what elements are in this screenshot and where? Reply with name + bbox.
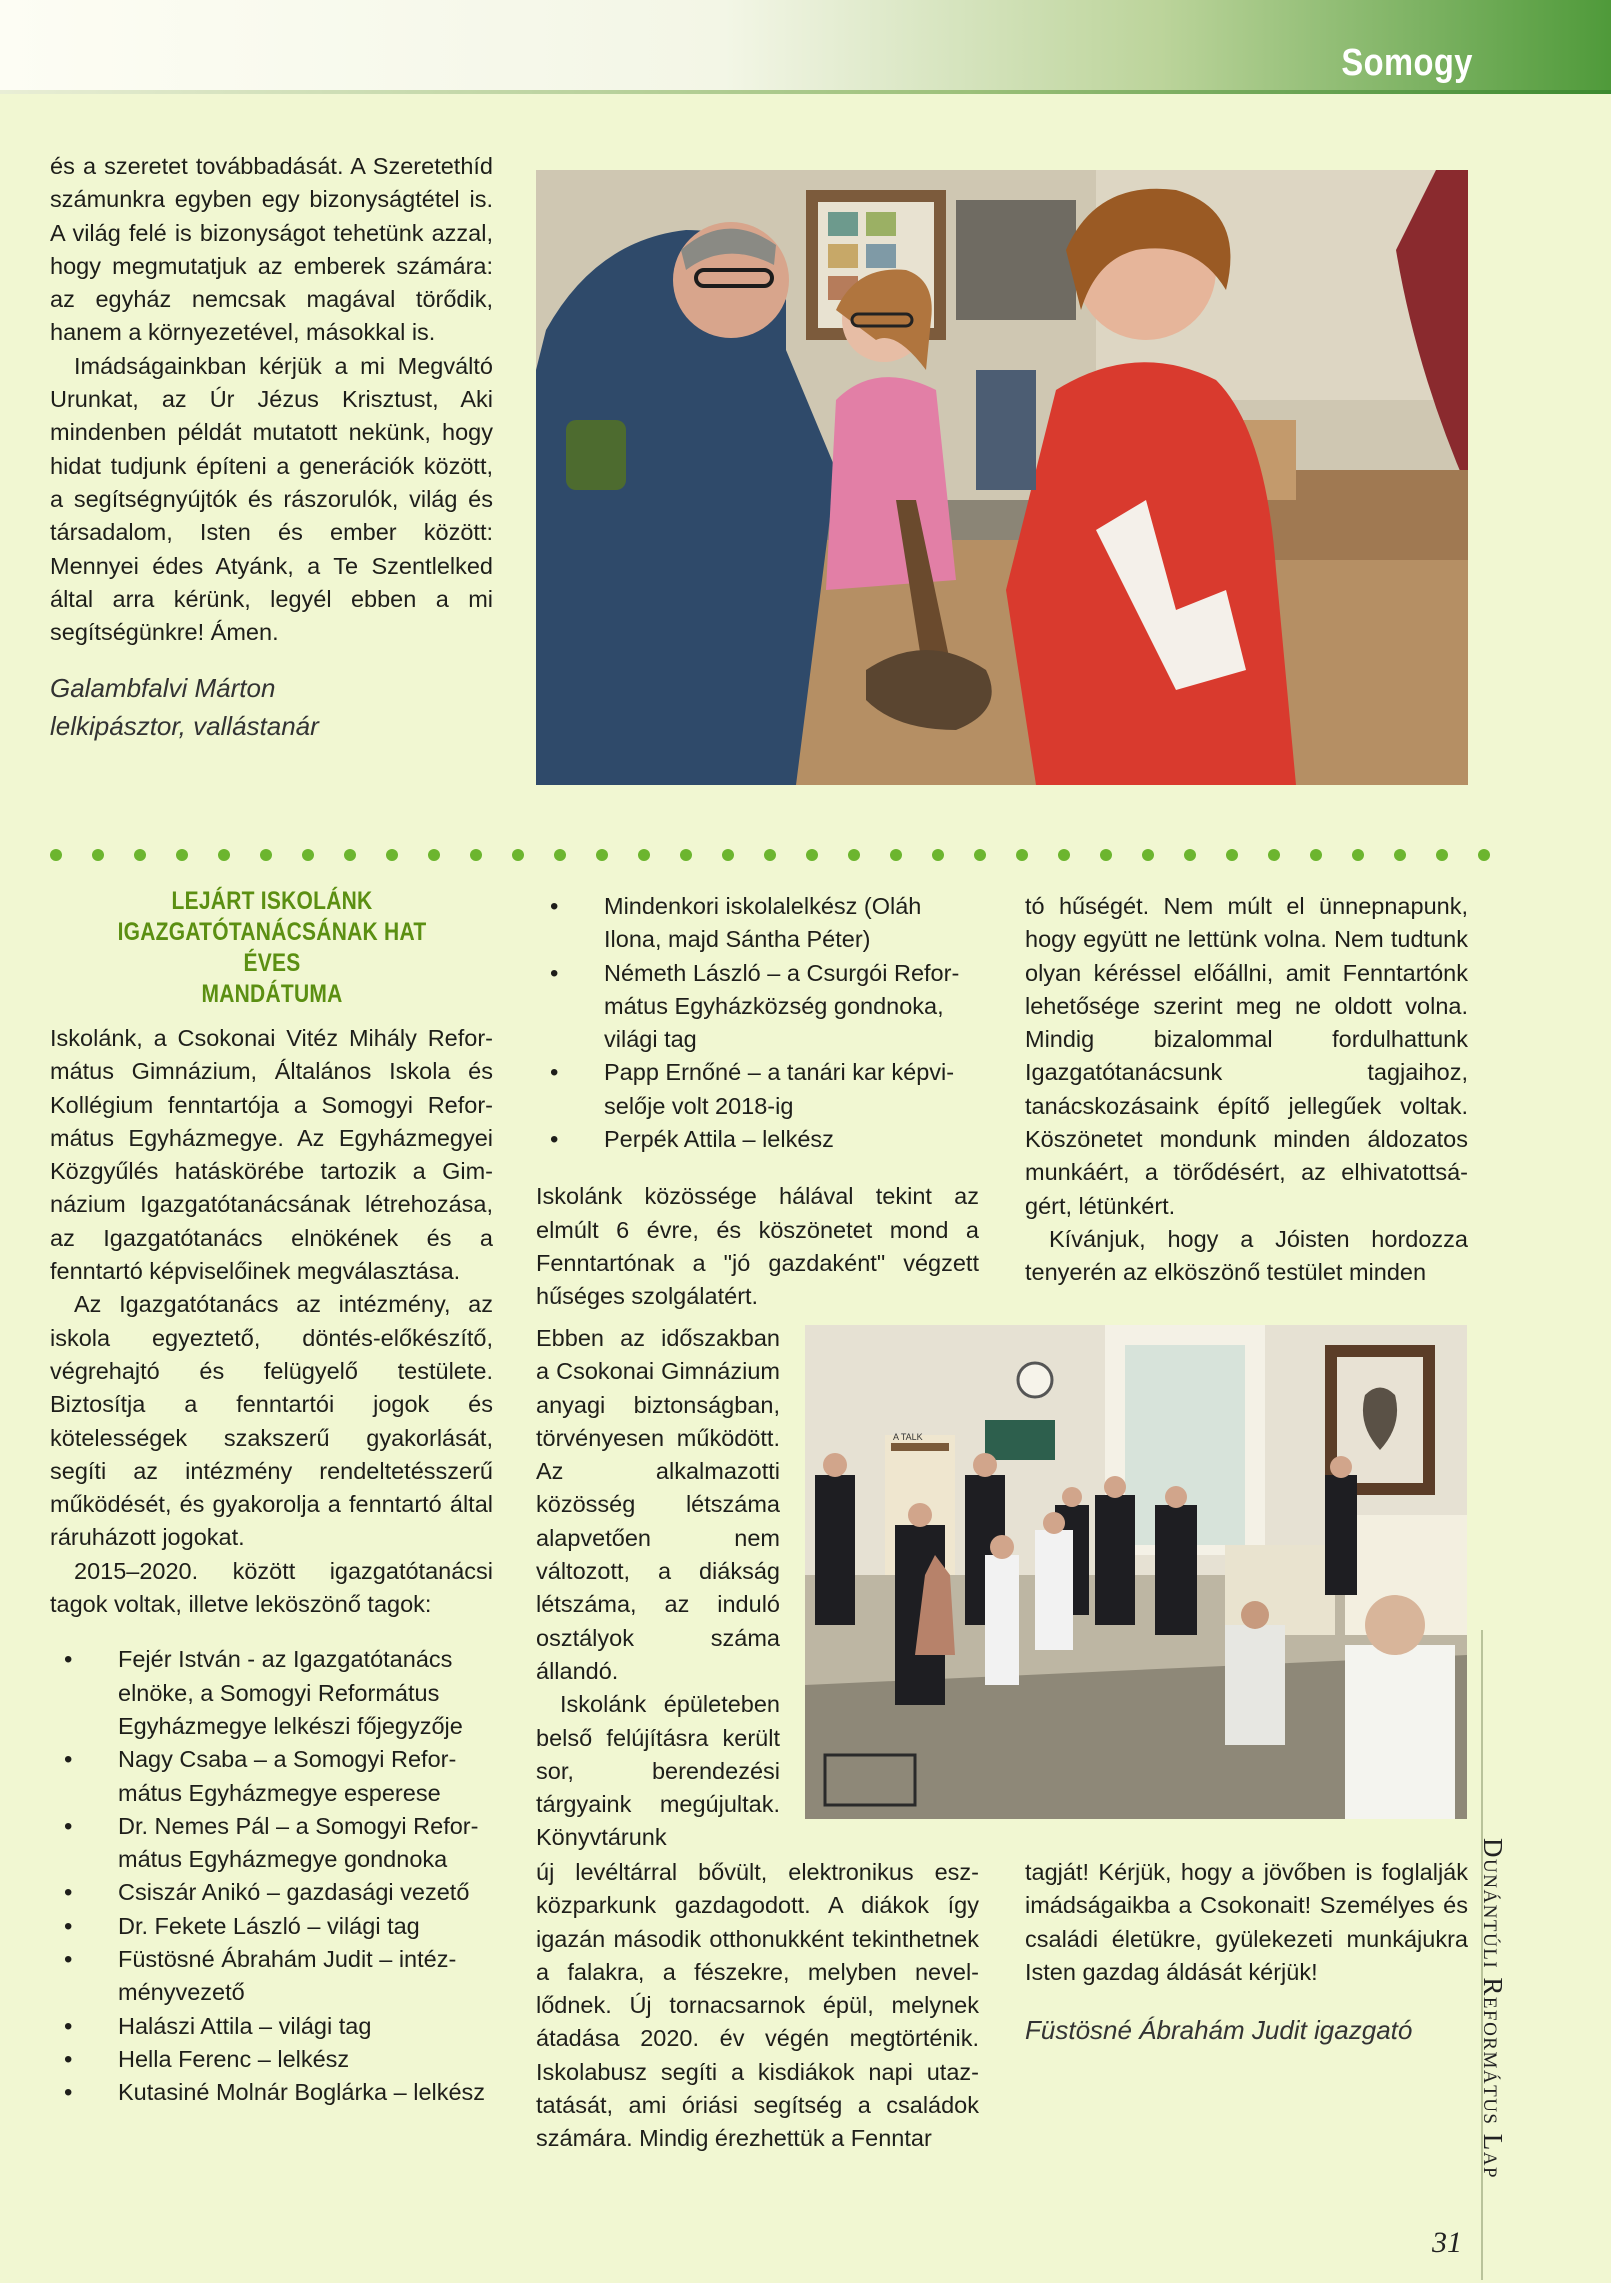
- members-list: [50, 1643, 493, 2109]
- list-item: • Csiszár Anikó – gazdasági vezető: [50, 1876, 493, 1909]
- page-number: 31: [1432, 2226, 1462, 2259]
- list-item: • Dr. Fekete László – világi tag: [50, 1910, 493, 1943]
- workshop-photo-illustration: [536, 170, 1468, 785]
- author-name: Galambfalvi Márton: [50, 673, 276, 704]
- list-item: • Kutasiné Molnár Boglárka – lelkész: [50, 2076, 493, 2109]
- article-paragraph: Kívánjuk, hogy a Jóisten hordozza tenyerén az elköszönő testület minden: [1025, 1225, 1468, 1286]
- article-column-3: [1025, 890, 1468, 1290]
- article-column-2-narrow: [536, 1322, 780, 1855]
- exhibition-photo-illustration: [805, 1325, 1467, 1819]
- list-item: • Nagy Csaba – a Somogyi Református Egyházmegye esperese: [50, 1743, 493, 1810]
- magazine-name: Dunántúli Református Lap: [1478, 1838, 1508, 2180]
- article-column-1: [50, 1022, 493, 2110]
- intro-column: [50, 150, 493, 745]
- article-paragraph: tagját! Kérjük, hogy a jövőben is foglalják imádságaikba a Csokonait! Személyes és családi életükre, gyülekezeti munkájukra Isten gazdag áldását kérjük!: [1025, 1859, 1468, 1985]
- article-column-2-bottom: [536, 1856, 979, 2156]
- exhibition-sign-text: A TALK: [893, 1432, 923, 1442]
- list-item: • Papp Ernőné – a tanári kar képviselője volt 2018-ig: [536, 1056, 979, 1123]
- article-title-line: MANDÁTUMA: [201, 980, 343, 1008]
- article-column-3-bottom: [1025, 1856, 1468, 2049]
- article-paragraph: Iskolánk közössége hálával tekint az elmúlt 6 évre, és köszönetet mond a Fenntartónak a "jó gazdaként" végzett hűséges szolgálatért.: [536, 1183, 979, 1310]
- article-signature: Füstösné Ábrahám Judit igazgató: [1025, 2015, 1413, 2046]
- exhibition-photo: [805, 1325, 1467, 1819]
- list-item: • Fejér István - az Igazgatótanács elnöke, a Somogyi Református Egyházmegye lelkészi főjegyzője: [50, 1643, 493, 1743]
- workshop-photo: [536, 170, 1468, 785]
- list-item: • Halászi Attila – világi tag: [50, 2010, 493, 2043]
- members-list-continued: [536, 890, 979, 1156]
- list-item: • Hella Ferenc – lelkész: [50, 2043, 493, 2076]
- list-item: • Füstösné Ábrahám Judit – intézményvezető: [50, 1943, 493, 2010]
- article-paragraph: Az Igazgatótanács az intézmény, az iskola egyeztető, döntés-előkészítő, végrehajtó és felügyelő testülete. Biztosítja a fenntartói jogok és kötelességek szakszerű gyakorlását, segíti az intézmény rendeltetésszerű működését, és gyakorolja a fenntartó által ráruházott jogokat.: [50, 1291, 493, 1551]
- article-paragraph: 2015–2020. között igazgatótanácsi tagok voltak, illetve leköszönő tagok:: [50, 1557, 493, 1618]
- magazine-name-vertical: [1478, 1838, 1528, 2180]
- intro-paragraph: Imádságainkban kérjük a mi Megváltó Urunkat, az Úr Jézus Krisztust, Aki mindenben példát mutatott nekünk, hogy hidat tudjunk építeni a generációk között, a segítségnyújtók és rászorulók, világ és társadalom, Isten és ember között: Mennyei édes Atyánk, a Te Szentlelked által arra kérünk, legyél ebben a mi segítségünkre! Ámen.: [50, 352, 493, 646]
- article-title-line: LEJÁRT ISKOLÁNK: [171, 887, 373, 915]
- author-role: lelkipásztor, vallástanár: [50, 711, 319, 742]
- article-title: [87, 886, 457, 1010]
- list-item: • Németh László – a Csurgói Református Egyházközség gondnoka, világi tag: [536, 957, 979, 1057]
- article-paragraph: Ebben az időszakban a Csokonai Gimnázium anyagi biztonságban, törvényesen működött. Az alkalmazotti közösség létszáma alapvetően nem változott, a diákság létszáma, az induló osztályok száma állandó.: [536, 1325, 780, 1684]
- article-paragraph: tó hűségét. Nem múlt el ünnepnapunk, hogy együtt ne lettünk volna. Nem tudtunk olyan kéréssel előállni, amit Fenntartónk lehetősége szerint meg ne oldott volna. Mindig bizalommal fordulhattunk Igazgatótanácsunk tagjaihoz, tanácskozásaink építő jellegűek voltak. Köszönetet mondunk minden áldozatos munkáért, a törődésért, az elhivatottságért, létünkért.: [1025, 893, 1468, 1219]
- section-title: Somogy: [1341, 42, 1473, 84]
- dot-separator: [50, 848, 1500, 862]
- author-signature: [50, 669, 493, 745]
- article-paragraph: Iskolánk épületeben belső felújításra került sor, berendezési tárgyaink megújultak. Könyvtárunk: [536, 1691, 780, 1851]
- intro-paragraph: és a szeretet továbbadását. A Szeretethíd számunkra egyben egy bizonyságtétel is. A világ felé is bizonyságot tehetünk azzal, hogy megmutatjuk az emberek számára: az egyház nemcsak magával törődik, hanem a környezetével, másokkal is.: [50, 153, 493, 346]
- article-paragraph: Iskolánk, a Csokonai Vitéz Mihály Református Gimnázium, Általános Iskola és Kollégium fenntartója a Somogyi Református Egyházmegye. Az Egyházmegyei Közgyűlés hatáskörébe tartozik a Gimnázium Igazgatótanácsának létrehozása, az Igazgatótanács elnökének és a fenntartó képviselőinek megválasztása.: [50, 1025, 493, 1285]
- list-item: • Perpék Attila – lelkész: [536, 1123, 979, 1156]
- separator-dots: [50, 849, 1490, 861]
- article-title-line: IGAZGATÓTANÁCSÁNAK HAT ÉVES: [117, 918, 427, 977]
- list-item: • Mindenkori iskolalelkész (Oláh Ilona, majd Sántha Péter): [536, 890, 979, 957]
- article-column-2: [536, 890, 979, 1314]
- list-item: • Dr. Nemes Pál – a Somogyi Református Egyházmegye gondnoka: [50, 1810, 493, 1877]
- article-paragraph: új levéltárral bővült, elektronikus eszközparkunk gazdagodott. A diákok így igazán második otthonukként tekinthetnek a falakra, a fészekre, melyben nevellődnek. Új tornacsarnok épül, melynek átadása 2020. év végén megtörténik. Iskolabusz segíti a kisdiákok napi utaztatását, ami óriási segítség a családok számára. Mindig érezhettük a Fenntar: [536, 1859, 979, 2152]
